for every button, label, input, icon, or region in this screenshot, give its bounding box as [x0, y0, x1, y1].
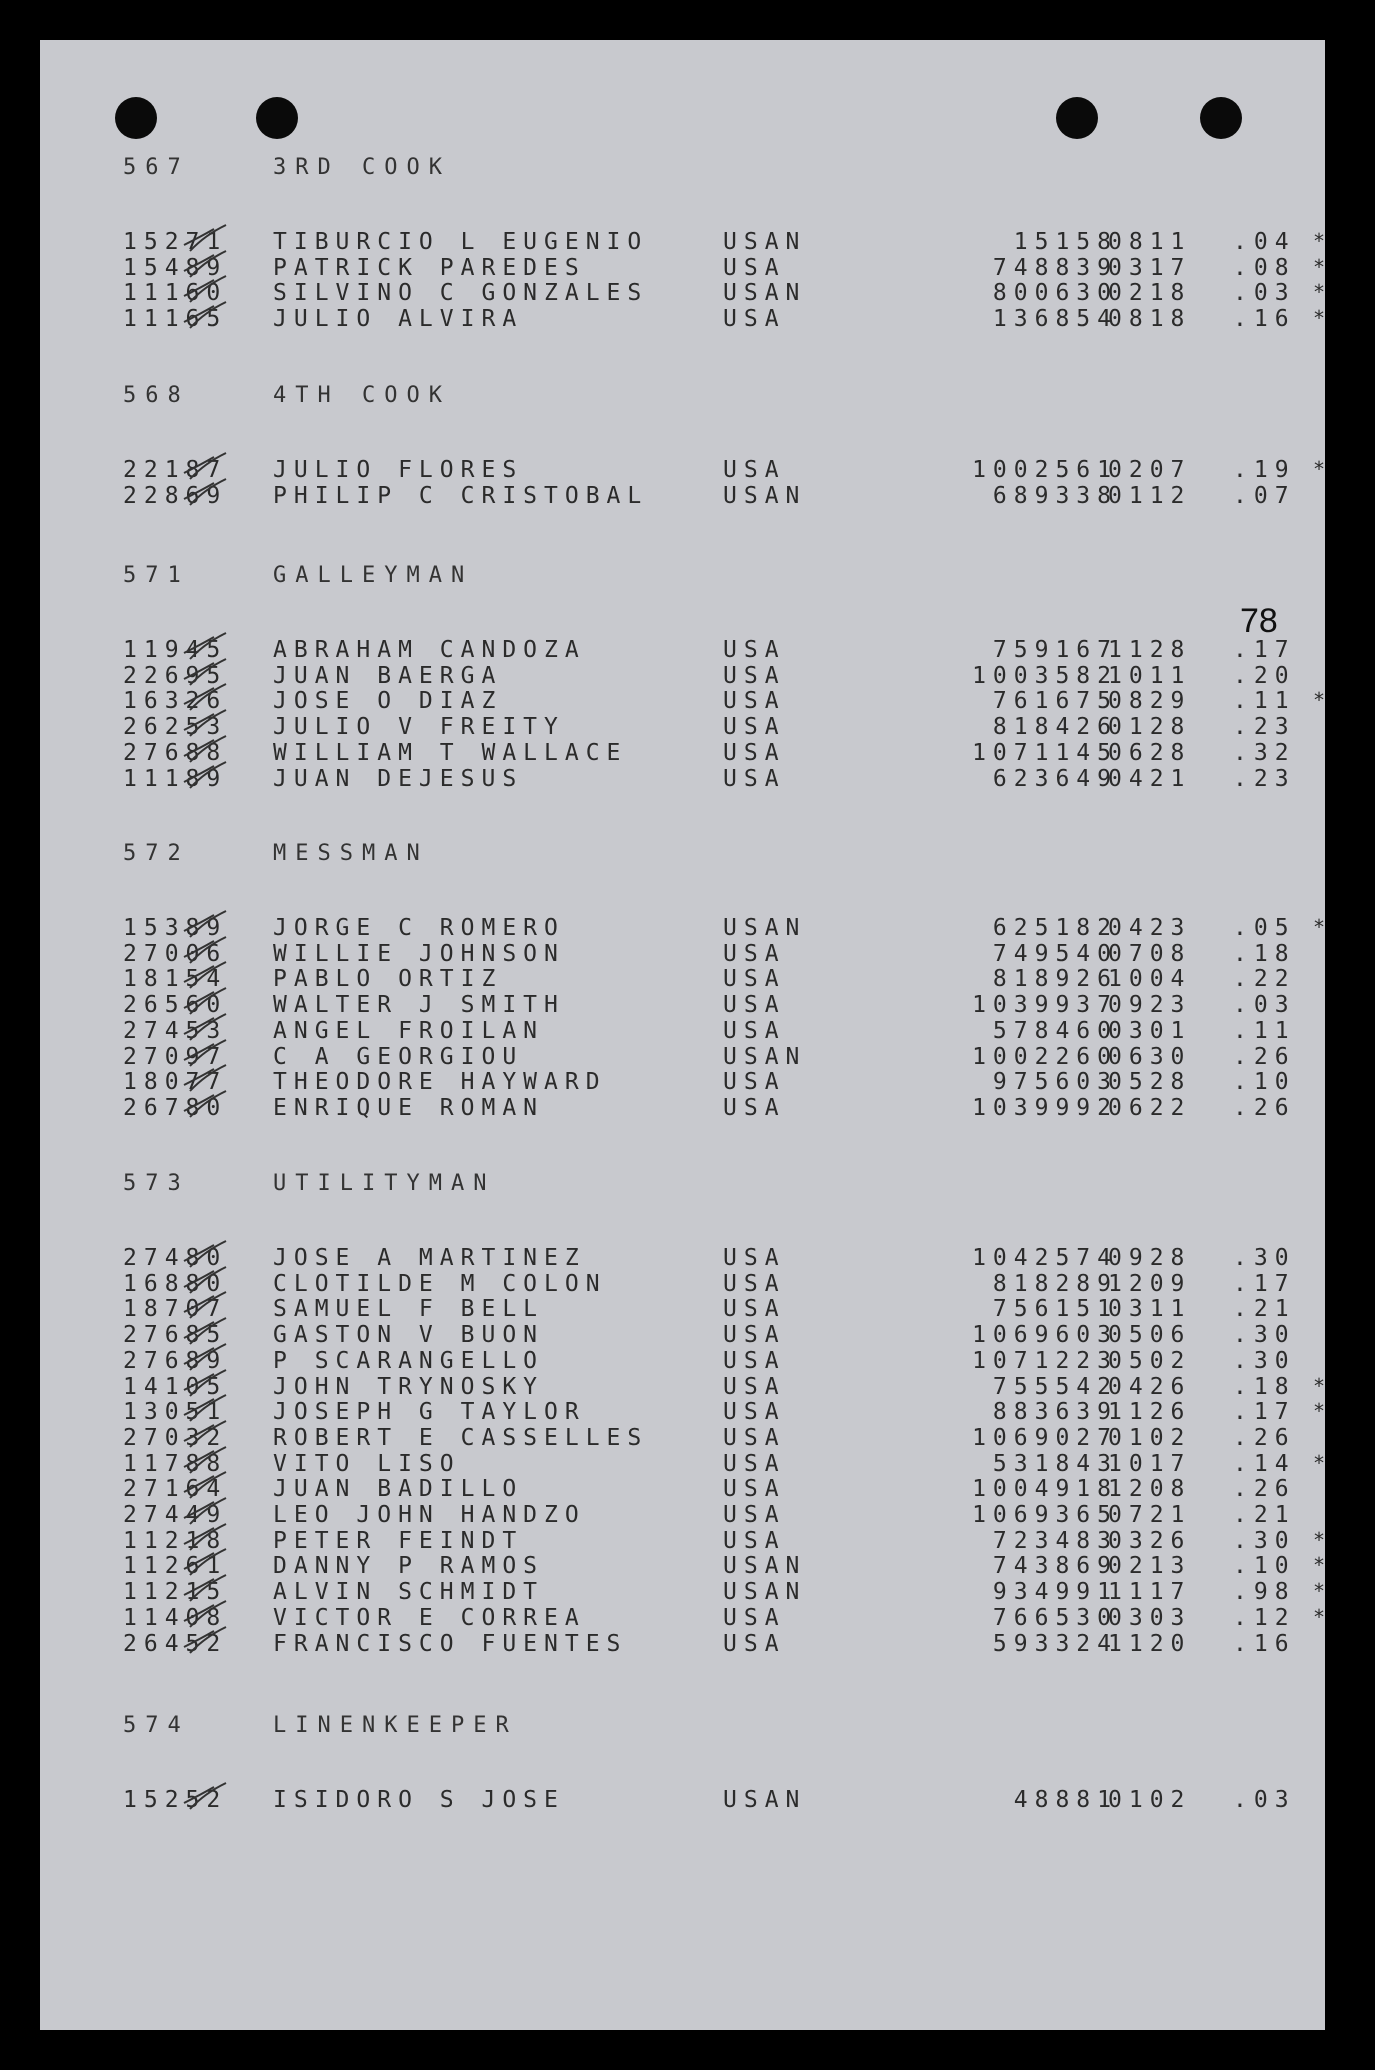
crew-id: 26253 — [123, 714, 228, 741]
rate-value: .16 — [1233, 1630, 1296, 1657]
crew-name: ENRIQUE ROMAN — [273, 1094, 545, 1121]
citizenship: USA — [723, 1424, 786, 1451]
crew-id: 11189 — [123, 765, 228, 792]
crew-id: 16326 — [123, 688, 228, 715]
crew-id: 26452 — [123, 1630, 228, 1657]
crew-name: JOSE O DIAZ — [273, 688, 503, 715]
asterisk-mark: * — [1313, 280, 1333, 305]
rate-value: .20 — [1233, 662, 1296, 689]
document-number: 1003582 — [972, 662, 1118, 689]
date-code: 1017 — [1108, 1450, 1192, 1477]
crew-name: CLOTILDE M COLON — [273, 1270, 607, 1297]
rate-value: .21 — [1233, 1296, 1296, 1323]
date-code: 0421 — [1108, 765, 1192, 792]
citizenship: USAN — [723, 1043, 807, 1070]
date-code: 0528 — [1108, 1069, 1192, 1096]
document-number: 136854 — [992, 306, 1118, 333]
asterisk-mark: * — [1313, 1527, 1333, 1552]
citizenship: USA — [723, 765, 786, 792]
crew-name: JUAN BAERGA — [273, 662, 503, 689]
date-code: 0923 — [1108, 992, 1192, 1019]
crew-id: 22869 — [123, 482, 228, 509]
date-code: 1120 — [1108, 1630, 1192, 1657]
date-code: 0721 — [1108, 1502, 1192, 1528]
crew-id: 27449 — [123, 1502, 228, 1528]
document-number: 48881 — [1013, 1787, 1118, 1813]
crew-id: 13051 — [123, 1399, 228, 1426]
handwritten-check-mark — [180, 1625, 230, 1655]
crew-name: JULIO V FREITY — [273, 714, 565, 741]
document-number: 883639 — [992, 1399, 1118, 1426]
date-code: 1208 — [1108, 1476, 1192, 1503]
crew-id: 15389 — [123, 915, 228, 941]
section-code: 572 — [123, 841, 190, 866]
citizenship: USA — [723, 662, 786, 689]
crew-id: 11788 — [123, 1450, 228, 1477]
citizenship: USA — [723, 1527, 786, 1554]
crew-name: JOSEPH G TAYLOR — [273, 1399, 586, 1426]
document-number: 800630 — [992, 280, 1118, 307]
crew-name: C A GEORGIOU — [273, 1043, 524, 1070]
document-number: 1069603 — [972, 1322, 1118, 1349]
citizenship: USAN — [723, 482, 807, 509]
citizenship: USA — [723, 688, 786, 715]
document-number: 1002561 — [972, 457, 1118, 483]
crew-name: PETER FEINDT — [273, 1527, 524, 1554]
handwritten-check-mark — [180, 477, 230, 507]
rate-value: .07 — [1233, 482, 1296, 509]
rate-value: .23 — [1233, 714, 1296, 741]
section-title: 3RD COOK — [273, 155, 451, 180]
crew-name: JOSE A MARTINEZ — [273, 1245, 586, 1271]
punch-hole — [115, 97, 157, 139]
crew-id: 27097 — [123, 1043, 228, 1070]
rate-value: .03 — [1233, 992, 1296, 1019]
crew-id: 27689 — [123, 1347, 228, 1374]
date-code: 0423 — [1108, 915, 1192, 941]
crew-id: 18077 — [123, 1069, 228, 1096]
rate-value: .17 — [1233, 1270, 1296, 1297]
rate-value: .17 — [1233, 1399, 1296, 1426]
crew-id: 11945 — [123, 637, 228, 663]
crew-id: 18707 — [123, 1296, 228, 1323]
document-number: 1071145 — [972, 739, 1118, 766]
section-code: 568 — [123, 383, 190, 408]
date-code: 0811 — [1108, 229, 1192, 255]
crew-name: ABRAHAM CANDOZA — [273, 637, 586, 663]
document-number: 759167 — [992, 637, 1118, 663]
document-number: 1069027 — [972, 1424, 1118, 1451]
date-code: 1209 — [1108, 1270, 1192, 1297]
citizenship: USA — [723, 457, 786, 483]
crew-id: 27164 — [123, 1476, 228, 1503]
crew-id: 15271 — [123, 229, 228, 255]
crew-id: 18154 — [123, 966, 228, 993]
asterisk-mark: * — [1313, 1373, 1333, 1398]
citizenship: USA — [723, 1322, 786, 1349]
date-code: 0128 — [1108, 714, 1192, 741]
document-number: 743869 — [992, 1553, 1118, 1580]
document-number: 934991 — [992, 1579, 1118, 1606]
section-title: MESSMAN — [273, 841, 429, 866]
asterisk-mark: * — [1313, 1399, 1333, 1424]
date-code: 1011 — [1108, 662, 1192, 689]
citizenship: USA — [723, 940, 786, 967]
document-number: 689338 — [992, 482, 1118, 509]
document-page — [40, 40, 1333, 2030]
document-number: 531843 — [992, 1450, 1118, 1477]
citizenship: USA — [723, 739, 786, 766]
document-number: 593324 — [992, 1630, 1118, 1657]
date-code: 1117 — [1108, 1579, 1192, 1606]
punch-hole — [1056, 97, 1098, 139]
rate-value: .14 — [1233, 1450, 1296, 1477]
section-code: 571 — [123, 563, 190, 588]
citizenship: USA — [723, 1069, 786, 1096]
citizenship: USA — [723, 1245, 786, 1271]
date-code: 1004 — [1108, 966, 1192, 993]
date-code: 0112 — [1108, 482, 1192, 509]
crew-id: 11215 — [123, 1579, 228, 1606]
date-code: 1126 — [1108, 1399, 1192, 1426]
date-code: 0102 — [1108, 1787, 1192, 1813]
document-number: 818926 — [992, 966, 1118, 993]
citizenship: USAN — [723, 280, 807, 307]
citizenship: USAN — [723, 1787, 807, 1813]
section-title: UTILITYMAN — [273, 1171, 496, 1196]
rate-value: .98 — [1233, 1579, 1296, 1606]
asterisk-mark: * — [1313, 457, 1333, 481]
section-title: 4TH COOK — [273, 383, 451, 408]
handwritten-check-mark — [180, 1089, 230, 1119]
document-number: 818426 — [992, 714, 1118, 741]
document-number: 578460 — [992, 1017, 1118, 1044]
crew-id: 14105 — [123, 1373, 228, 1400]
crew-name: ROBERT E CASSELLES — [273, 1424, 649, 1451]
punch-hole — [256, 97, 298, 139]
crew-name: JULIO ALVIRA — [273, 306, 524, 333]
date-code: 0818 — [1108, 306, 1192, 333]
crew-name: PHILIP C CRISTOBAL — [273, 482, 649, 509]
document-number: 1039992 — [972, 1094, 1118, 1121]
date-code: 0622 — [1108, 1094, 1192, 1121]
citizenship: USA — [723, 714, 786, 741]
citizenship: USA — [723, 1094, 786, 1121]
document-number: 625182 — [992, 915, 1118, 941]
rate-value: .30 — [1233, 1527, 1296, 1554]
document-number: 723483 — [992, 1527, 1118, 1554]
handwritten-check-mark — [180, 300, 230, 330]
crew-name: DANNY P RAMOS — [273, 1553, 545, 1580]
citizenship: USA — [723, 1630, 786, 1657]
citizenship: USAN — [723, 1579, 807, 1606]
document-number: 975603 — [992, 1069, 1118, 1096]
rate-value: .05 — [1233, 915, 1296, 941]
crew-name: JUAN DEJESUS — [273, 765, 524, 792]
rate-value: .03 — [1233, 280, 1296, 307]
crew-id: 15489 — [123, 254, 228, 281]
citizenship: USA — [723, 966, 786, 993]
citizenship: USA — [723, 1604, 786, 1631]
crew-id: 27032 — [123, 1424, 228, 1451]
section-header — [123, 841, 429, 866]
crew-name: ANGEL FROILAN — [273, 1017, 545, 1044]
crew-name: P SCARANGELLO — [273, 1347, 545, 1374]
crew-name: TIBURCIO L EUGENIO — [273, 229, 649, 255]
punch-hole — [1200, 97, 1242, 139]
rate-value: .10 — [1233, 1069, 1296, 1096]
rate-value: .30 — [1233, 1245, 1296, 1271]
crew-name: JUAN BADILLO — [273, 1476, 524, 1503]
asterisk-mark: * — [1313, 1553, 1333, 1578]
asterisk-mark: * — [1313, 306, 1333, 331]
crew-name: VICTOR E CORREA — [273, 1604, 586, 1631]
document-number: 1002260 — [972, 1043, 1118, 1070]
citizenship: USA — [723, 254, 786, 281]
crew-id: 26560 — [123, 992, 228, 1019]
rate-value: .18 — [1233, 1373, 1296, 1400]
date-code: 0218 — [1108, 280, 1192, 307]
asterisk-mark: * — [1313, 254, 1333, 279]
crew-name: WILLIAM T WALLACE — [273, 739, 628, 766]
rate-value: .26 — [1233, 1043, 1296, 1070]
citizenship: USAN — [723, 915, 807, 941]
document-number: 1042574 — [972, 1245, 1118, 1271]
handwritten-check-mark — [180, 1781, 230, 1811]
crew-name: SILVINO C GONZALES — [273, 280, 649, 307]
rate-value: .12 — [1233, 1604, 1296, 1631]
asterisk-mark: * — [1313, 915, 1333, 939]
citizenship: USA — [723, 1502, 786, 1528]
date-code: 0708 — [1108, 940, 1192, 967]
crew-name: WILLIE JOHNSON — [273, 940, 565, 967]
date-code: 0303 — [1108, 1604, 1192, 1631]
crew-name: LEO JOHN HANDZO — [273, 1502, 586, 1528]
crew-name: GASTON V BUON — [273, 1322, 545, 1349]
section-code: 567 — [123, 155, 190, 180]
asterisk-mark: * — [1313, 1579, 1333, 1604]
rate-value: .17 — [1233, 637, 1296, 663]
date-code: 0207 — [1108, 457, 1192, 483]
citizenship: USA — [723, 1399, 786, 1426]
crew-id: 27006 — [123, 940, 228, 967]
citizenship: USA — [723, 1270, 786, 1297]
crew-name: JOHN TRYNOSKY — [273, 1373, 545, 1400]
document-number: 818289 — [992, 1270, 1118, 1297]
crew-name: ALVIN SCHMIDT — [273, 1579, 545, 1606]
section-header — [123, 383, 451, 408]
document-number: 1039937 — [972, 992, 1118, 1019]
date-code: 0426 — [1108, 1373, 1192, 1400]
crew-name: VITO LISO — [273, 1450, 461, 1477]
document-number: 761675 — [992, 688, 1118, 715]
crew-id: 27480 — [123, 1245, 228, 1271]
rate-value: .11 — [1233, 1017, 1296, 1044]
document-number: 1069365 — [972, 1502, 1118, 1528]
crew-name: THEODORE HAYWARD — [273, 1069, 607, 1096]
rate-value: .32 — [1233, 739, 1296, 766]
handwritten-check-mark — [180, 760, 230, 790]
rate-value: .26 — [1233, 1476, 1296, 1503]
rate-value: .21 — [1233, 1502, 1296, 1528]
citizenship: USA — [723, 1296, 786, 1323]
rate-value: .30 — [1233, 1322, 1296, 1349]
document-number: 748839 — [992, 254, 1118, 281]
rate-value: .22 — [1233, 966, 1296, 993]
crew-name: FRANCISCO FUENTES — [273, 1630, 628, 1657]
crew-id: 22695 — [123, 662, 228, 689]
asterisk-mark: * — [1313, 688, 1333, 713]
rate-value: .11 — [1233, 688, 1296, 715]
citizenship: USA — [723, 1373, 786, 1400]
document-number: 755542 — [992, 1373, 1118, 1400]
citizenship: USA — [723, 306, 786, 333]
citizenship: USAN — [723, 229, 807, 255]
section-code: 573 — [123, 1171, 190, 1196]
rate-value: .23 — [1233, 765, 1296, 792]
crew-name: PABLO ORTIZ — [273, 966, 503, 993]
section-header — [123, 155, 451, 180]
document-number: 15158 — [1013, 229, 1118, 255]
crew-id: 11160 — [123, 280, 228, 307]
crew-id: 16880 — [123, 1270, 228, 1297]
section-title: LINENKEEPER — [273, 1713, 518, 1738]
crew-name: JORGE C ROMERO — [273, 915, 565, 941]
date-code: 0301 — [1108, 1017, 1192, 1044]
citizenship: USA — [723, 1017, 786, 1044]
asterisk-mark: * — [1313, 229, 1333, 253]
date-code: 0102 — [1108, 1424, 1192, 1451]
date-code: 0326 — [1108, 1527, 1192, 1554]
document-number: 1071223 — [972, 1347, 1118, 1374]
rate-value: .26 — [1233, 1094, 1296, 1121]
document-number: 766530 — [992, 1604, 1118, 1631]
section-header — [123, 1171, 495, 1196]
section-code: 574 — [123, 1713, 190, 1738]
rate-value: .16 — [1233, 306, 1296, 333]
document-number: 1004918 — [972, 1476, 1118, 1503]
date-code: 0213 — [1108, 1553, 1192, 1580]
crew-id: 27688 — [123, 739, 228, 766]
document-number: 756151 — [992, 1296, 1118, 1323]
rate-value: .10 — [1233, 1553, 1296, 1580]
date-code: 0502 — [1108, 1347, 1192, 1374]
date-code: 0506 — [1108, 1322, 1192, 1349]
crew-id: 11218 — [123, 1527, 228, 1554]
section-title: GALLEYMAN — [273, 563, 474, 588]
rate-value: .08 — [1233, 254, 1296, 281]
crew-id: 11165 — [123, 306, 228, 333]
crew-id: 22187 — [123, 457, 228, 483]
citizenship: USAN — [723, 1553, 807, 1580]
crew-name: PATRICK PAREDES — [273, 254, 586, 281]
crew-id: 11408 — [123, 1604, 228, 1631]
page-number: 78 — [1240, 602, 1278, 640]
date-code: 0928 — [1108, 1245, 1192, 1271]
crew-id: 15252 — [123, 1787, 228, 1813]
rate-value: .18 — [1233, 940, 1296, 967]
date-code: 0630 — [1108, 1043, 1192, 1070]
crew-name: JULIO FLORES — [273, 457, 524, 483]
date-code: 0628 — [1108, 739, 1192, 766]
crew-id: 26780 — [123, 1094, 228, 1121]
crew-name: SAMUEL F BELL — [273, 1296, 545, 1323]
date-code: 1128 — [1108, 637, 1192, 663]
crew-id: 27685 — [123, 1322, 228, 1349]
rate-value: .26 — [1233, 1424, 1296, 1451]
citizenship: USA — [723, 1476, 786, 1503]
rate-value: .03 — [1233, 1787, 1296, 1813]
section-header — [123, 1713, 518, 1738]
citizenship: USA — [723, 637, 786, 663]
document-number: 749540 — [992, 940, 1118, 967]
rate-value: .19 — [1233, 457, 1296, 483]
rate-value: .04 — [1233, 229, 1296, 255]
citizenship: USA — [723, 1450, 786, 1477]
date-code: 0317 — [1108, 254, 1192, 281]
date-code: 0829 — [1108, 688, 1192, 715]
section-header — [123, 563, 473, 588]
crew-name: ISIDORO S JOSE — [273, 1787, 565, 1813]
citizenship: USA — [723, 1347, 786, 1374]
document-number: 623649 — [992, 765, 1118, 792]
rate-value: .30 — [1233, 1347, 1296, 1374]
asterisk-mark: * — [1313, 1604, 1333, 1629]
asterisk-mark: * — [1313, 1450, 1333, 1475]
crew-name: WALTER J SMITH — [273, 992, 565, 1019]
citizenship: USA — [723, 992, 786, 1019]
crew-id: 27453 — [123, 1017, 228, 1044]
date-code: 0311 — [1108, 1296, 1192, 1323]
crew-id: 11261 — [123, 1553, 228, 1580]
